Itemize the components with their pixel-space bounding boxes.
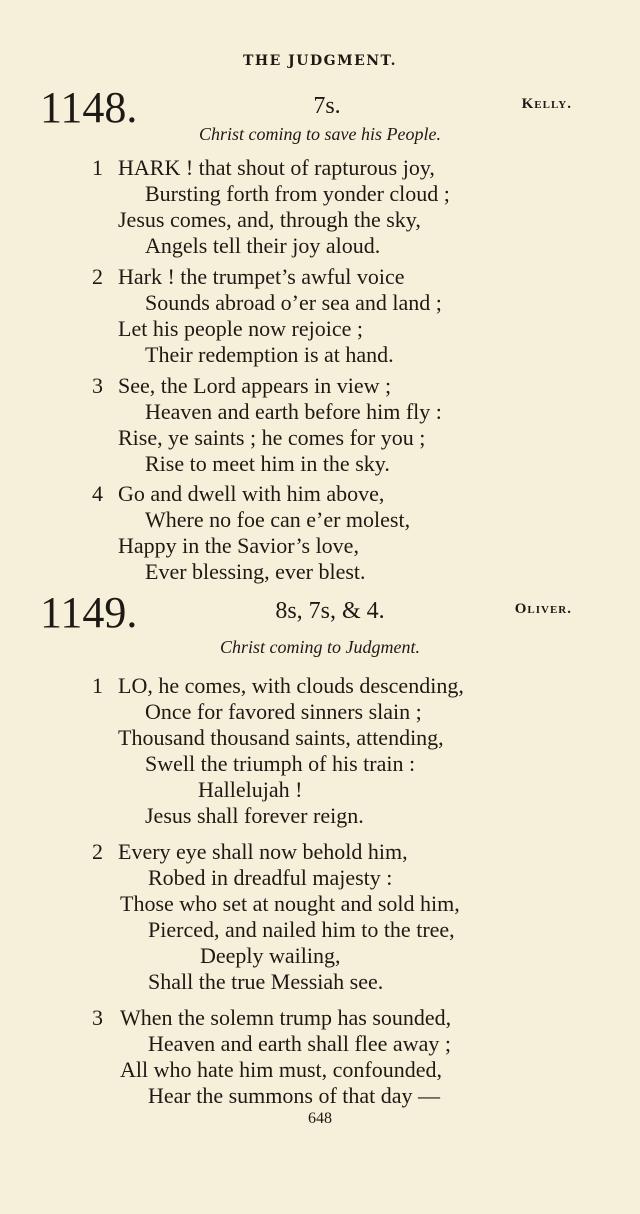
hymn-number: 1148. bbox=[40, 83, 138, 132]
verse-line: Ever blessing, ever blest. bbox=[145, 559, 366, 584]
verse-line: Swell the triumph of his train : bbox=[145, 751, 416, 776]
verse-line: Shall the true Messiah see. bbox=[148, 969, 384, 994]
verse-line: Every eye shall now behold him, bbox=[118, 839, 408, 864]
verse-line: Heaven and earth shall flee away ; bbox=[148, 1031, 451, 1056]
verse-number: 1 bbox=[92, 673, 103, 698]
verse-line: Thousand thousand saints, attending, bbox=[118, 725, 444, 750]
running-head: THE JUDGMENT. bbox=[242, 53, 398, 69]
verse-line: Deeply wailing, bbox=[200, 943, 341, 968]
verse-line: Jesus comes, and, through the sky, bbox=[118, 207, 421, 232]
verse-line: Heaven and earth before him fly : bbox=[145, 399, 442, 424]
verse-number: 2 bbox=[92, 839, 103, 864]
verse-line: Once for favored sinners slain ; bbox=[145, 699, 422, 724]
hymn-number: 1149. bbox=[40, 588, 138, 637]
verse-line: Pierced, and nailed him to the tree, bbox=[148, 917, 455, 942]
verse-line: All who hate him must, confounded, bbox=[120, 1057, 443, 1082]
hymn-subtitle: Christ coming to Judgment. bbox=[220, 637, 420, 657]
verse-line: Robed in dreadful majesty : bbox=[148, 865, 393, 890]
verse-line: Happy in the Savior’s love, bbox=[118, 533, 359, 558]
hymn-meter: 8s, 7s, & 4. bbox=[275, 598, 385, 624]
verse-line: Hallelujah ! bbox=[198, 777, 303, 802]
hymn-tune: Kelly. bbox=[521, 96, 572, 112]
verse-number: 3 bbox=[92, 1005, 103, 1030]
verse-line: Angels tell their joy aloud. bbox=[145, 233, 381, 258]
verse-number: 2 bbox=[92, 264, 103, 289]
hymn-tune: Oliver. bbox=[514, 601, 572, 617]
verse-line: Those who set at nought and sold him, bbox=[120, 891, 460, 916]
verse-line: Sounds abroad o’er sea and land ; bbox=[145, 290, 442, 315]
verse-line: Rise to meet him in the sky. bbox=[145, 451, 390, 476]
verse-line: Let his people now rejoice ; bbox=[118, 316, 363, 341]
verse-number: 1 bbox=[92, 155, 103, 180]
verse-line: Bursting forth from yonder cloud ; bbox=[145, 181, 450, 206]
verse-line: Hear the summons of that day — bbox=[148, 1083, 441, 1108]
verse-number: 3 bbox=[92, 373, 103, 398]
verse-line: LO, he comes, with clouds descending, bbox=[118, 673, 464, 698]
verse-line: See, the Lord appears in view ; bbox=[118, 373, 392, 398]
verse-line: Jesus shall forever reign. bbox=[145, 803, 364, 828]
verse-line: When the solemn trump has sounded, bbox=[120, 1005, 452, 1030]
verse-line: Hark ! the trumpet’s awful voice bbox=[118, 264, 405, 289]
verse-line: Where no foe can e’er molest, bbox=[145, 507, 411, 532]
verse-number: 4 bbox=[92, 481, 103, 506]
hymn-header-1149 bbox=[0, 588, 640, 638]
hymn-subtitle: Christ coming to save his People. bbox=[199, 124, 441, 144]
verse-line: Their redemption is at hand. bbox=[145, 342, 394, 367]
verse-line: Go and dwell with him above, bbox=[118, 481, 385, 506]
hymn-meter: 7s. bbox=[313, 93, 341, 119]
verse-line: Rise, ye saints ; he comes for you ; bbox=[118, 425, 426, 450]
verse-line: HARK ! that shout of rapturous joy, bbox=[118, 155, 435, 180]
page-number: 648 bbox=[308, 1110, 332, 1127]
